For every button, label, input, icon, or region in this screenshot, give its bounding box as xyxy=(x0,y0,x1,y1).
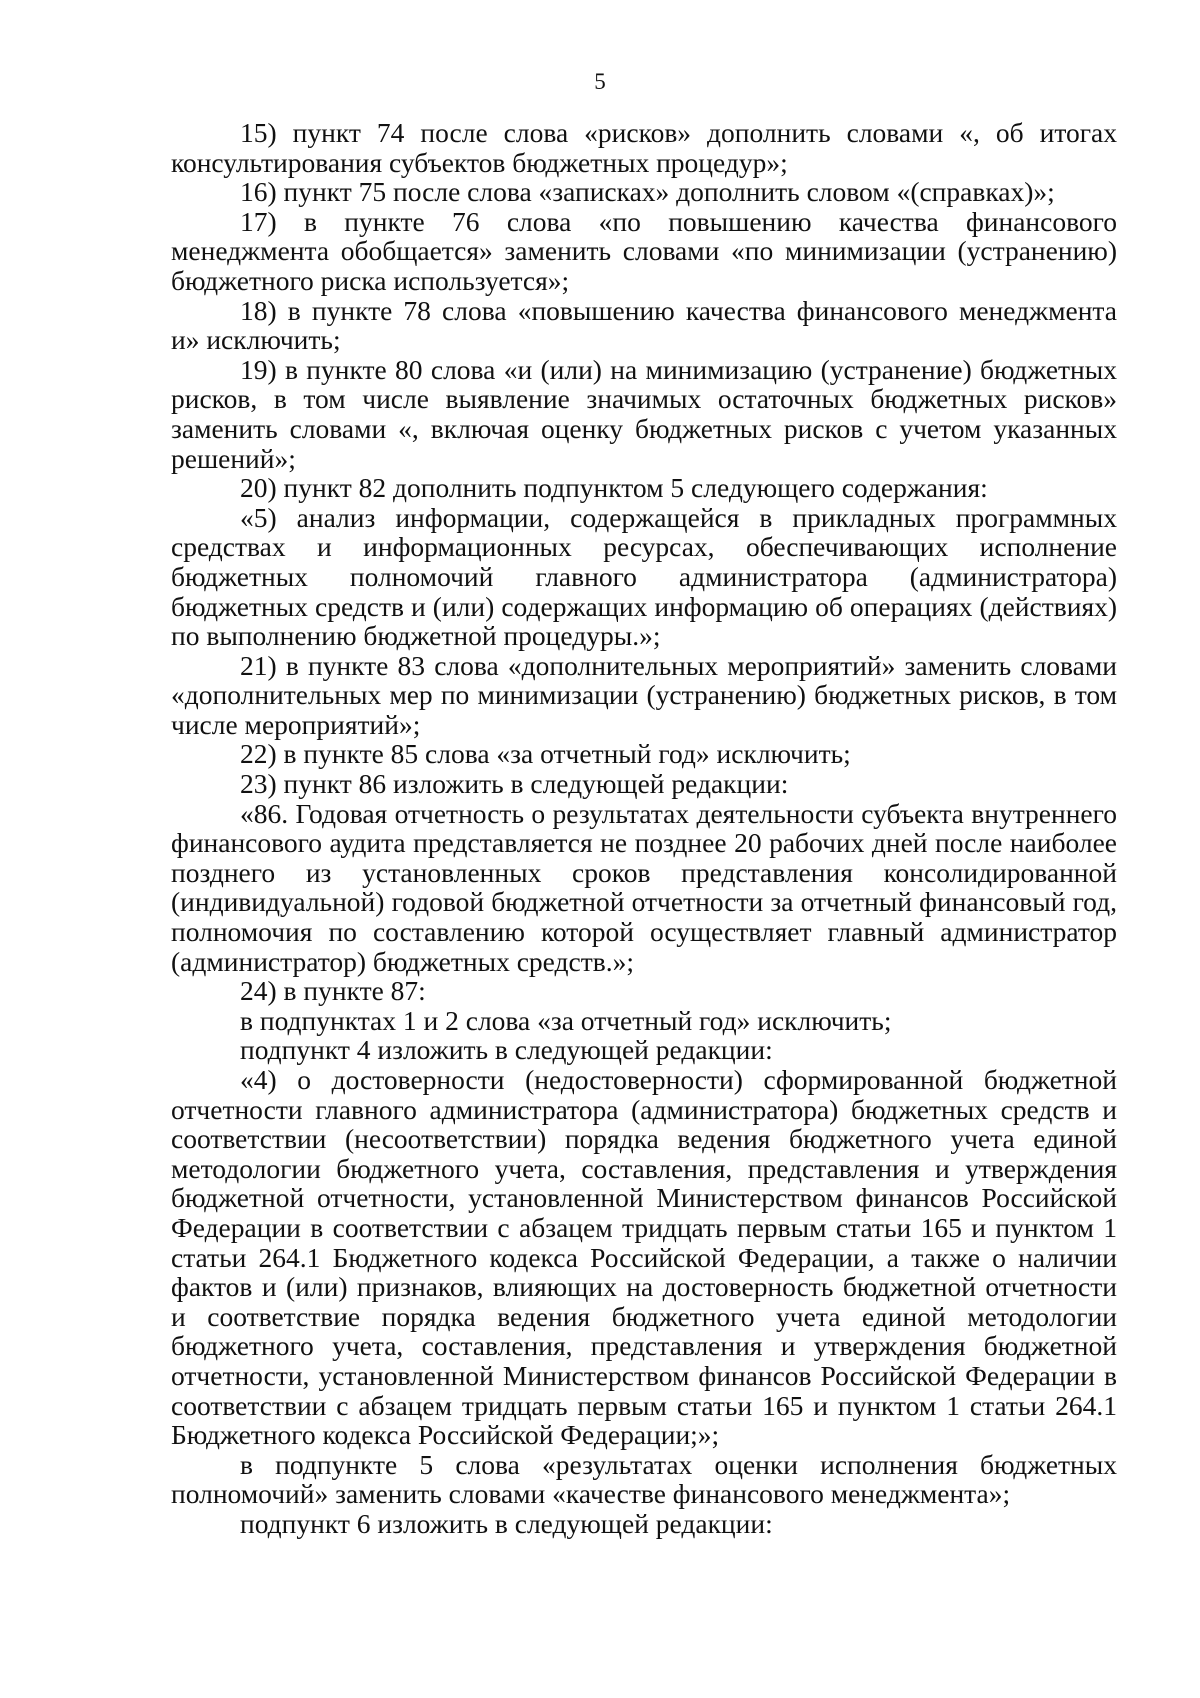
paragraph-24-subitem-4-quote: «4) о достоверности (недостоверности) сформированной бюджетной отчетности главного администратора (администратора) бюджетных средств и соответствии (несоответствии) порядка ведения бюджетного учета единой методологии бюджетного учета, составления, представления и утверждения бюджетной отчетности, установленной Министерством финансов Российской Федерации в соответствии с абзацем тридцать первым статьи 165 и пунктом 1 статьи 264.1 Бюджетного кодекса Российской Федерации, а также о наличии фактов и (или) признаков, влияющих на достоверность бюджетной отчетности и соответствие порядка ведения бюджетного учета единой методологии бюджетного учета, составления, представления и утверждения бюджетной отчетности, установленной Министерством финансов Российской Федерации в соответствии с абзацем тридцать первым статьи 165 и пунктом 1 статьи 264.1 Бюджетного кодекса Российской Федерации;»; xyxy=(171,1064,1117,1451)
paragraph-24: 24) в пункте 87: xyxy=(240,975,426,1007)
paragraph-20: 20) пункт 82 дополнить подпунктом 5 следующего содержания: xyxy=(240,472,988,504)
paragraph-18: 18) в пункте 78 слова «повышению качества финансового менеджмента и» исключить; xyxy=(171,294,1117,356)
paragraph-24-subitem-5: в подпункте 5 слова «результатах оценки исполнения бюджетных полномочий» заменить словами «качестве финансового менеджмента»; xyxy=(171,1448,1117,1510)
paragraph-20-quote: «5) анализ информации, содержащейся в прикладных программных средствах и информационных ресурсах, обеспечивающих исполнение бюджетных полномочий главного администратора (администратора) бюджетных средств и (или) содержащих информацию об операциях (действиях) по выполнению бюджетной процедуры.»; xyxy=(171,501,1117,652)
paragraph-15: 15) пункт 74 после слова «рисков» дополнить словами «, об итогах консультирования субъектов бюджетных процедур»; xyxy=(171,117,1117,178)
paragraph-16: 16) пункт 75 после слова «записках» дополнить словом «(справках)»; xyxy=(240,176,1055,208)
document-body xyxy=(171,118,1117,1539)
paragraph-23-quote: «86. Годовая отчетность о результатах деятельности субъекта внутреннего финансового аудита представляется не позднее 20 рабочих дней после наиболее позднего из установленных сроков представления консолидированной (индивидуальной) годовой бюджетной отчетности за отчетный финансовый год, полномочия по составлению которой осуществляет главный администратор (администратор) бюджетных средств.»; xyxy=(171,797,1117,977)
paragraph-24-subitem-6-intro: подпункт 6 изложить в следующей редакции: xyxy=(240,1507,773,1539)
paragraph-24-subitem-4-intro: подпункт 4 изложить в следующей редакции: xyxy=(240,1034,773,1066)
paragraph-19: 19) в пункте 80 слова «и (или) на минимизацию (устранение) бюджетных рисков, в том числе выявление значимых остаточных бюджетных рисков» заменить словами «, включая оценку бюджетных рисков с учетом указанных решений»; xyxy=(171,353,1117,474)
paragraph-17: 17) в пункте 76 слова «по повышению качества финансового менеджмента обобщается» заменить словами «по минимизации (устранению) бюджетного риска используется»; xyxy=(171,205,1117,296)
page-number: 5 xyxy=(594,69,606,94)
paragraph-23: 23) пункт 86 изложить в следующей редакции: xyxy=(240,768,789,800)
paragraph-24-subitems-1-2: в подпунктах 1 и 2 слова «за отчетный год» исключить; xyxy=(240,1004,892,1036)
paragraph-22: 22) в пункте 85 слова «за отчетный год» исключить; xyxy=(240,738,851,770)
paragraph-21: 21) в пункте 83 слова «дополнительных мероприятий» заменить словами «дополнительных мер по минимизации (устранению) бюджетных рисков, в том числе мероприятий»; xyxy=(171,649,1117,740)
